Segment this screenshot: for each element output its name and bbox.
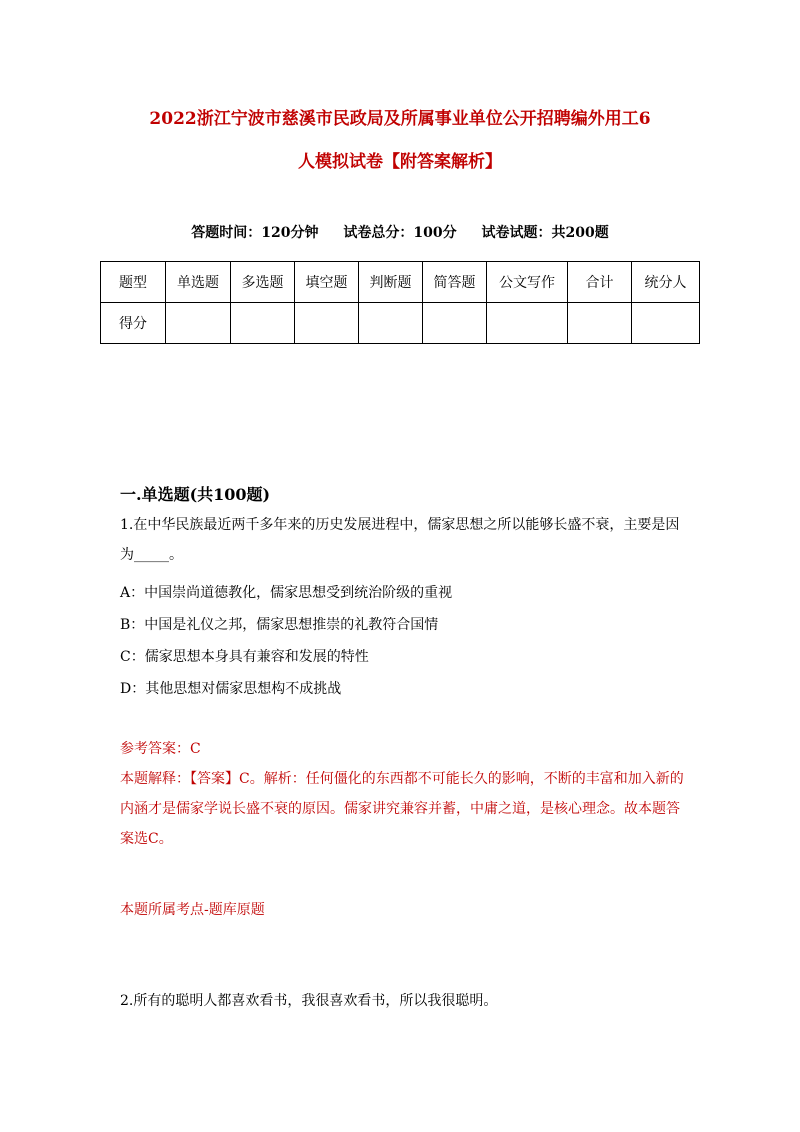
header-cell-type: 题型 [101,262,166,303]
header-cell-short-answer: 简答题 [423,262,487,303]
score-table-score-row [101,303,700,344]
score-table [100,261,700,344]
question-1-option-a: A：中国崇尚道德教化，儒家思想受到统治阶级的重视 [120,585,453,601]
question-1-answer: 参考答案：C [120,741,201,757]
score-row-label: 得分 [101,303,166,344]
exam-title-line-1: 2022浙江宁波市慈溪市民政局及所属事业单位公开招聘编外用工6 [149,109,651,129]
question-1-option-c: C：儒家思想本身具有兼容和发展的特性 [120,649,369,665]
score-cell [487,303,568,344]
header-cell-fill-blank: 填空题 [295,262,359,303]
exam-meta [0,222,800,242]
score-cell [295,303,359,344]
score-cell [359,303,423,344]
header-cell-true-false: 判断题 [359,262,423,303]
section-title: 一.单选题(共100题) [120,485,271,504]
question-1-option-b: B：中国是礼仪之邦，儒家思想推崇的礼教符合国情 [120,617,439,633]
exam-total-score: 试卷总分：100分 [343,225,457,241]
score-table-header-row [101,262,700,303]
header-cell-single-choice: 单选题 [166,262,231,303]
header-cell-scorer: 统分人 [632,262,700,303]
score-cell [568,303,632,344]
header-cell-total: 合计 [568,262,632,303]
question-2-text: 2.所有的聪明人都喜欢看书，我很喜欢看书，所以我很聪明。 [120,993,498,1009]
exam-time: 答题时间：120分钟 [191,225,319,241]
score-cell [231,303,295,344]
exam-question-count: 试卷试题：共200题 [481,225,609,241]
header-cell-multiple-choice: 多选题 [231,262,295,303]
question-1-knowledge-point: 本题所属考点-题库原题 [120,902,265,918]
score-cell [423,303,487,344]
question-1-explanation: 本题解释：【答案】C。解析：任何僵化的东西都不可能长久的影响，不断的丰富和加入新的内涵才是儒家学说长盛不衰的原因。儒家讲究兼容并蓄，中庸之道，是核心理念。故本题答案选C。 [120,771,684,847]
header-cell-document-writing: 公文写作 [487,262,568,303]
score-cell [166,303,231,344]
question-1-text: 1.在中华民族最近两千多年来的历史发展进程中，儒家思想之所以能够长盛不衰，主要是因为_____。 [120,517,680,563]
question-1-option-d: D：其他思想对儒家思想构不成挑战 [120,681,342,697]
score-cell [632,303,700,344]
exam-title-line-2: 人模拟试卷【附答案解析】 [298,152,502,172]
